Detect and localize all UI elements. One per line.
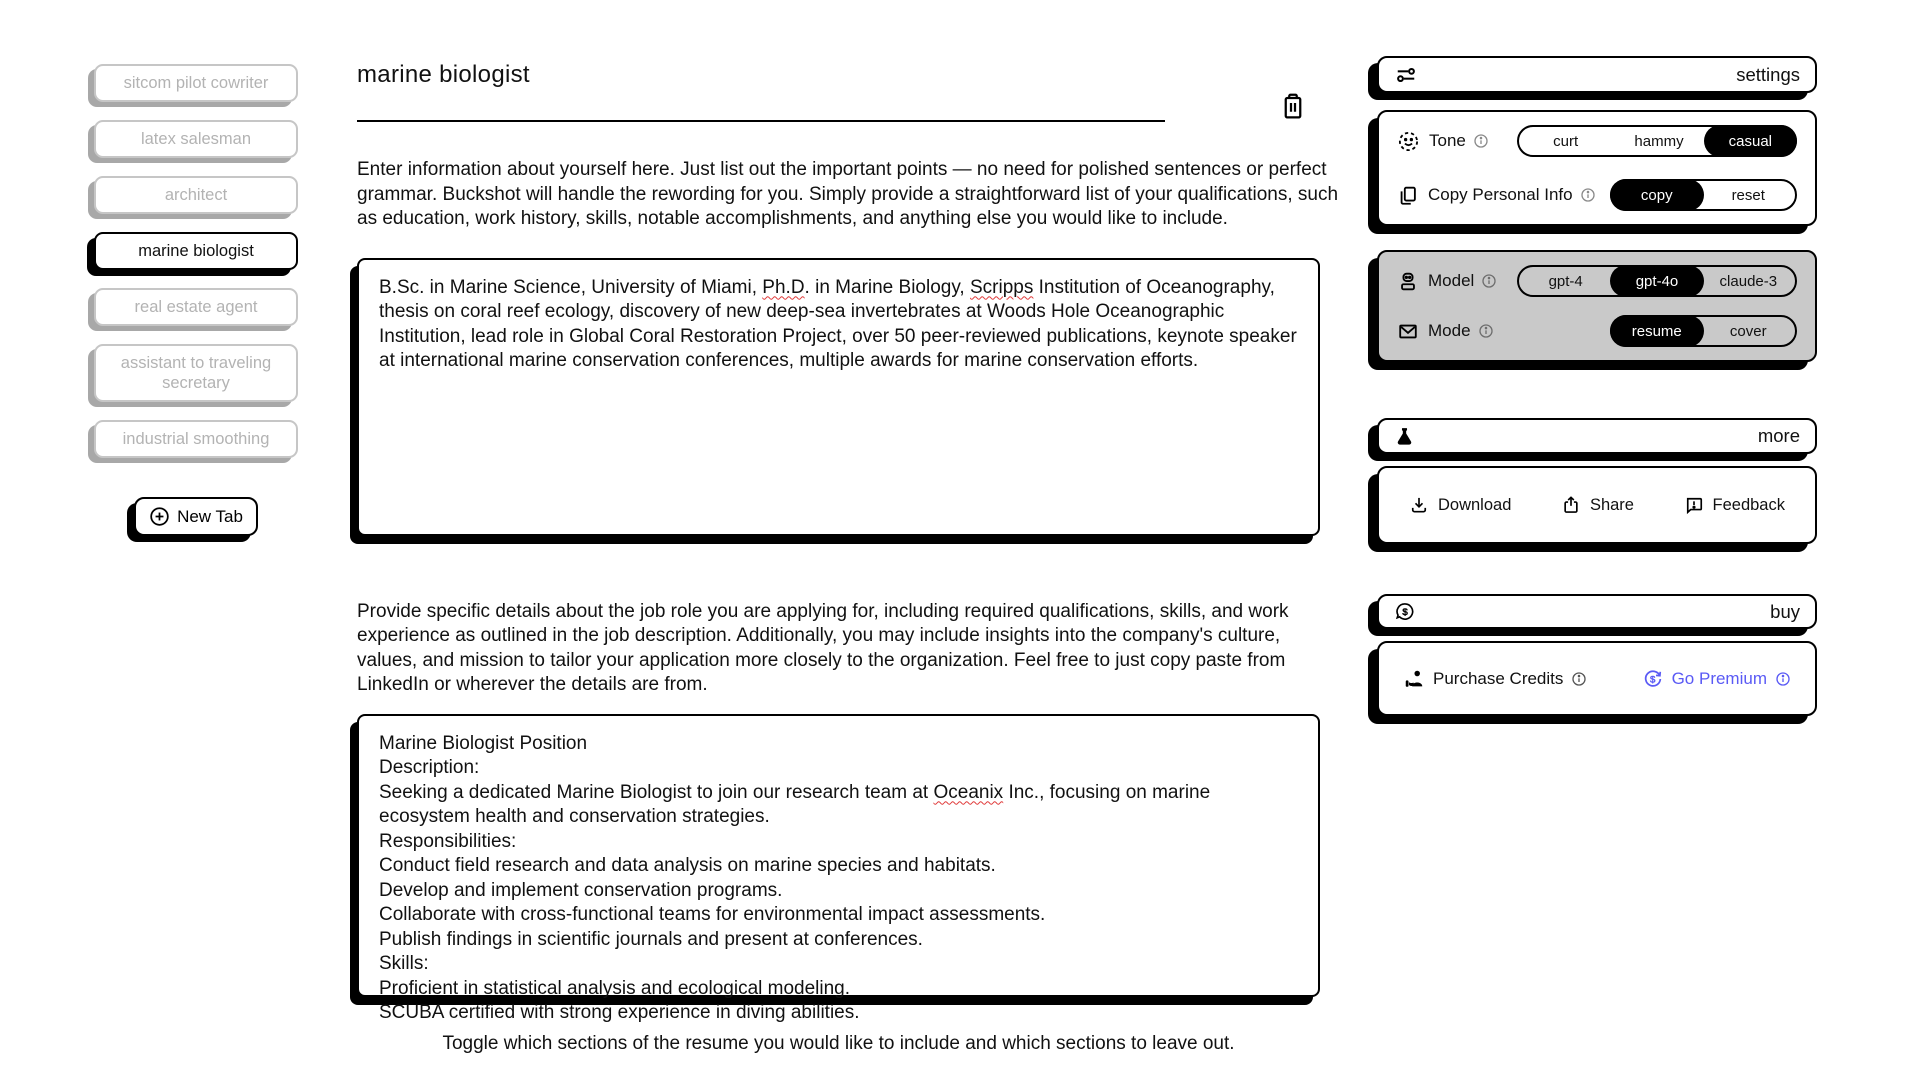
share-button[interactable] xyxy=(1561,495,1634,515)
job-line: Description: xyxy=(379,757,480,778)
sidebar-tab-industrial-smoothing[interactable]: industrial smoothing xyxy=(94,420,298,458)
job-line: Skills: xyxy=(379,953,429,974)
misspelled-word: Scripps xyxy=(970,276,1034,298)
job-line: Seeking a dedicated Marine Biologist to join our research team at Oceanix Inc., focusing on marine ecosystem health and conservation strategies. xyxy=(379,781,1211,827)
share-icon xyxy=(1561,495,1581,515)
tone-info-icon[interactable] xyxy=(1473,133,1489,149)
feedback-button[interactable] xyxy=(1684,495,1785,515)
flask-icon xyxy=(1394,425,1415,447)
settings-header-bar xyxy=(1377,56,1817,93)
sidebar-tab-sitcom-pilot-cowriter[interactable]: sitcom pilot cowriter xyxy=(94,64,298,102)
misspelled-word: Oceanix xyxy=(933,781,1004,803)
model-info-icon[interactable] xyxy=(1481,273,1497,289)
more-header-bar xyxy=(1377,418,1817,454)
tone-row xyxy=(1397,125,1797,157)
model-label: Model xyxy=(1428,271,1475,290)
job-line: Marine Biologist Position xyxy=(379,732,588,754)
job-instructions: Provide specific details about the job role you are applying for, including required qualifications, skills, and work experience as outlined in the job description. Additionally, you may include insights into the company's culture, values, and mission to tailor your application more closely to the organization. Feel free to just copy paste from LinkedIn or wherever the details are from. xyxy=(357,600,1289,695)
share-label: Share xyxy=(1589,495,1634,514)
mode-row xyxy=(1397,315,1797,347)
buy-card xyxy=(1377,641,1817,716)
job-line: Collaborate with cross-functional teams for environmental impact assessments. xyxy=(379,904,1046,925)
model-row xyxy=(1397,265,1797,297)
sidebar-tab-real-estate-agent[interactable]: real estate agent xyxy=(94,288,298,326)
smiley-icon xyxy=(1397,130,1420,153)
copy-icon xyxy=(1397,184,1419,207)
right-panel xyxy=(1377,56,1817,716)
premium-refresh-dollar-icon xyxy=(1642,668,1664,690)
job-line: Develop and implement conservation programs. xyxy=(379,879,783,901)
mode-info-icon[interactable] xyxy=(1478,323,1494,339)
buy-header-label: buy xyxy=(1770,600,1800,622)
download-label: Download xyxy=(1438,495,1512,514)
download-button[interactable] xyxy=(1409,495,1511,515)
tone-segmented-control xyxy=(1517,125,1797,157)
mode-option-resume[interactable]: resume xyxy=(1610,315,1704,347)
job-line: SCUBA certified with strong experience in diving abilities. xyxy=(379,1002,860,1023)
job-line: Publish findings in scientific journals and present at conferences. xyxy=(379,928,923,950)
personal-info-instructions: Enter information about yourself here. Just list out the important points — no need for polished sentences or perfect grammar. Buckshot will handle the rewording for you. Simply provide a straightforward list of your qualifications, such as education, work history, skills, notable accomplishments, and anything else you would like to include. xyxy=(357,159,1339,229)
main-column xyxy=(357,60,1339,1055)
sidebar-tab-latex-salesman[interactable]: latex salesman xyxy=(94,120,298,158)
job-line: Proficient in statistical analysis and ecological modeling. xyxy=(379,977,851,999)
tab-title-input[interactable]: marine biologist xyxy=(357,61,530,88)
copy-personal-info-label: Copy Personal Info xyxy=(1428,185,1573,204)
personal-info-text: B.Sc. in Marine Science, University of Miami, Ph.D. in Marine Biology, Scripps Institution of Oceanography, thesis on coral reef ecology, discovery of new deep-sea invertebrates at Woods Hole Oceanographic Institution, lead role in Global Coral Restoration Project, over 50 peer-reviewed publications, keynote speaker at international marine conservation conferences, multiple awards for marine conservation efforts. xyxy=(379,276,1297,371)
plus-circle-icon xyxy=(149,506,170,527)
purchase-credits-label: Purchase Credits xyxy=(1433,668,1564,688)
new-tab-button[interactable] xyxy=(134,497,258,536)
mode-option-cover[interactable]: cover xyxy=(1729,322,1767,340)
robot-icon xyxy=(1397,270,1419,293)
buy-header-bar xyxy=(1377,594,1817,629)
purchase-credits-info-icon[interactable] xyxy=(1571,671,1587,687)
toggle-instructions: Toggle which sections of the resume you would like to include and which sections to leave out. xyxy=(442,1032,1235,1054)
sliders-icon xyxy=(1394,64,1418,86)
model-option-claude-3[interactable]: claude-3 xyxy=(1719,272,1778,290)
svg-text:$: $ xyxy=(1649,673,1655,685)
misspelled-word: Ph.D xyxy=(762,276,805,298)
settings-header-label: settings xyxy=(1736,63,1800,85)
download-icon xyxy=(1409,495,1429,515)
tone-option-curt[interactable]: curt xyxy=(1553,132,1579,150)
sidebar-tab-marine-biologist[interactable]: marine biologist xyxy=(94,232,298,270)
delete-tab-button[interactable] xyxy=(1278,90,1312,126)
sidebar xyxy=(94,64,298,536)
sidebar-tab-architect[interactable]: architect xyxy=(94,176,298,214)
copy-option-copy[interactable]: copy xyxy=(1610,179,1704,211)
purchase-credits-button[interactable] xyxy=(1403,668,1587,690)
go-premium-button[interactable] xyxy=(1642,668,1791,690)
tone-option-hammy[interactable]: hammy xyxy=(1634,132,1684,150)
title-underline xyxy=(357,120,1165,122)
settings-card xyxy=(1377,110,1817,226)
go-premium-info-icon[interactable] xyxy=(1775,671,1791,687)
copy-personal-info-row xyxy=(1397,179,1797,211)
tone-label: Tone xyxy=(1429,131,1466,150)
copy-option-reset[interactable]: reset xyxy=(1731,186,1765,204)
copy-personal-info-info-icon[interactable] xyxy=(1580,187,1596,203)
more-header-label: more xyxy=(1757,425,1800,446)
personal-info-textarea[interactable] xyxy=(357,258,1320,536)
feedback-label: Feedback xyxy=(1712,495,1785,514)
model-option-gpt-4o[interactable]: gpt-4o xyxy=(1610,265,1703,297)
job-line: Responsibilities: xyxy=(379,830,517,852)
trash-icon xyxy=(1278,91,1312,125)
job-line: Conduct field research and data analysis on marine species and habitats. xyxy=(379,855,996,876)
dollar-bubble-icon xyxy=(1394,601,1416,623)
job-description-textarea[interactable] xyxy=(357,714,1320,1023)
mode-segmented-control xyxy=(1610,315,1797,347)
copy-segmented-control xyxy=(1610,179,1797,211)
credits-hand-icon xyxy=(1403,668,1425,690)
sidebar-tab-assistant-to-traveling-secretary[interactable]: assistant to traveling secretary xyxy=(94,344,298,402)
feedback-icon xyxy=(1684,495,1704,515)
new-tab-label: New Tab xyxy=(177,506,243,526)
model-option-gpt-4[interactable]: gpt-4 xyxy=(1548,272,1583,290)
more-actions-card xyxy=(1377,466,1817,544)
envelope-icon xyxy=(1397,320,1419,343)
tone-option-casual[interactable]: casual xyxy=(1704,125,1797,157)
model-mode-card xyxy=(1377,250,1817,362)
mode-label: Mode xyxy=(1428,321,1471,340)
svg-text:$: $ xyxy=(1402,606,1408,618)
model-segmented-control xyxy=(1517,265,1797,297)
go-premium-label: Go Premium xyxy=(1671,668,1767,688)
